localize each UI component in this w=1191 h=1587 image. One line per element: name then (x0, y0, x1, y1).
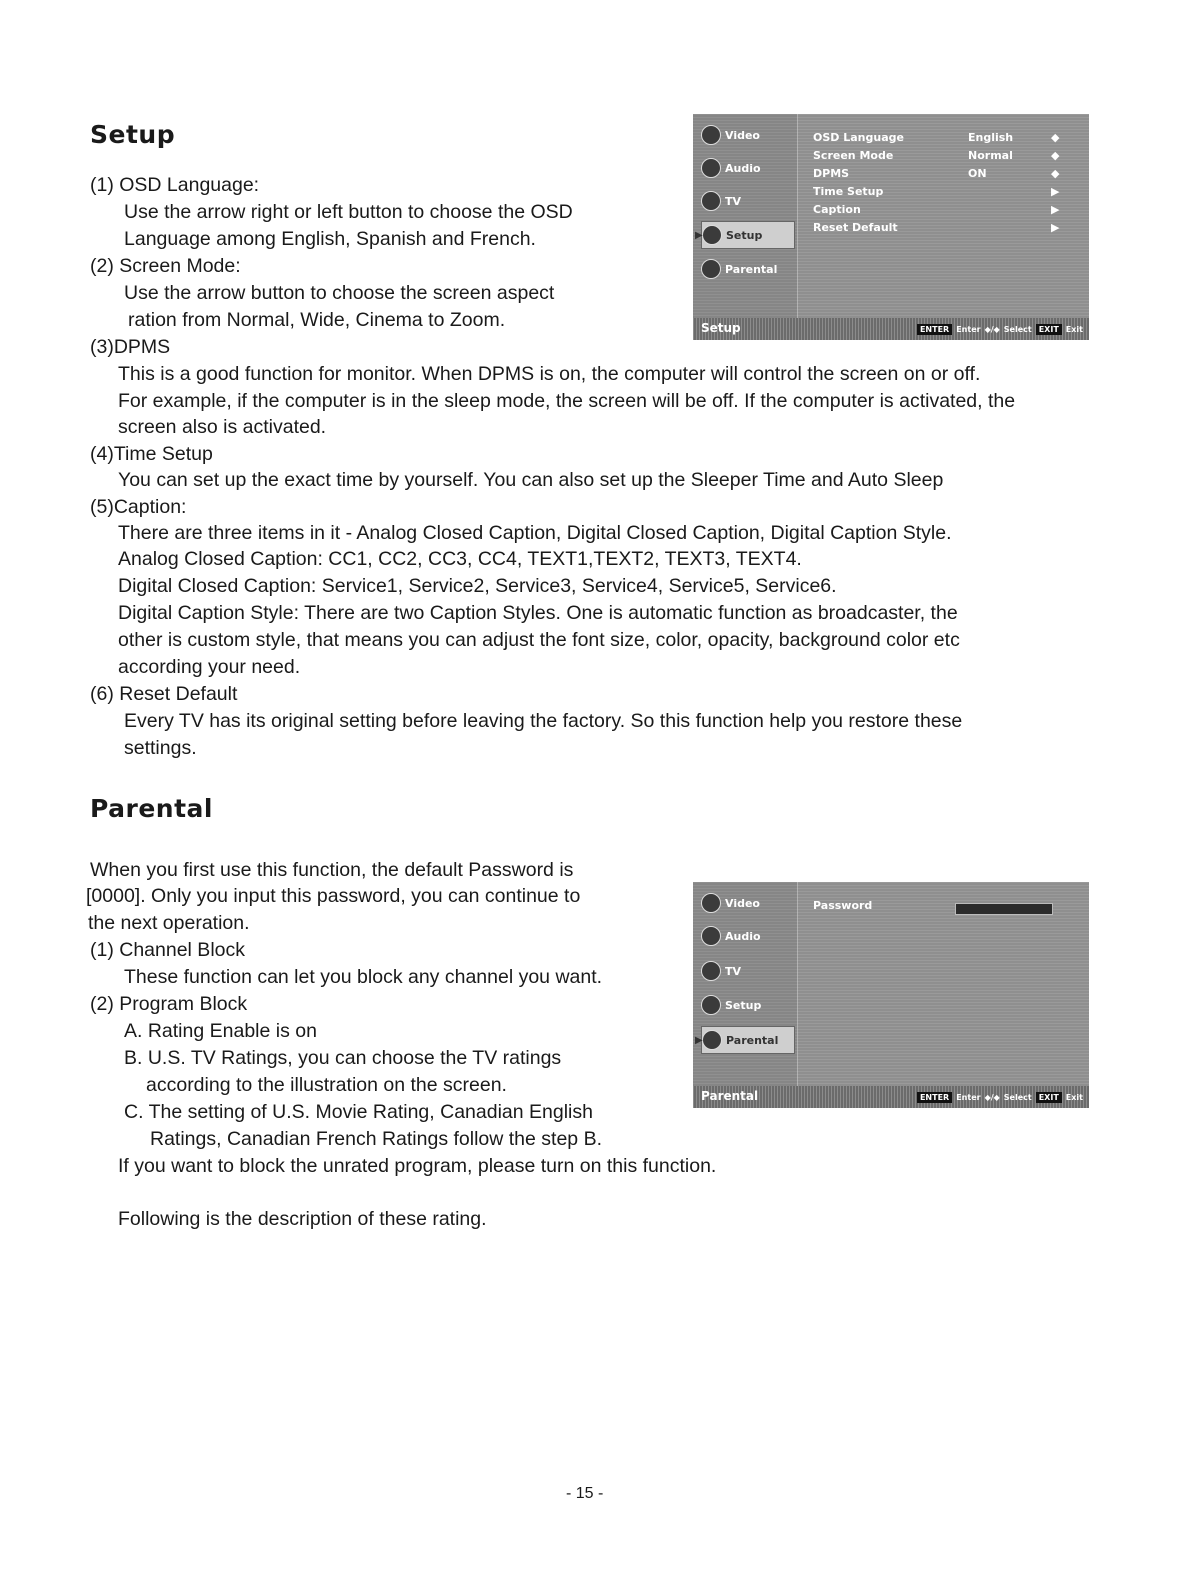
setup-text-line: Language among English, Spanish and French. (124, 228, 536, 250)
video-icon (701, 893, 721, 913)
tv-icon (701, 191, 721, 211)
page-number: - 15 - (566, 1485, 604, 1502)
parental-text-line: C. The setting of U.S. Movie Rating, Canadian English (124, 1101, 593, 1123)
osd-tab-audio: Audio (701, 155, 793, 181)
setup-icon (702, 225, 722, 245)
osd-tab-video: Video (701, 890, 793, 916)
setup-text-line: settings. (124, 737, 197, 759)
pointer-icon: ▶ (695, 1034, 703, 1046)
setup-text-line: For example, if the computer is in the sleep mode, the screen will be off. If the computer is activated, the (118, 390, 1016, 412)
parental-icon (701, 259, 721, 279)
osd-item: DPMS (813, 167, 850, 180)
setup-icon (701, 995, 721, 1015)
osd-bar-title: Parental (701, 1089, 759, 1103)
setup-text-line: There are three items in it - Analog Closed Caption, Digital Closed Caption, Digital Caption Style. (118, 522, 952, 544)
tv-icon (701, 961, 721, 981)
setup-text-line: (1) OSD Language: (90, 174, 260, 196)
osd-value: ON (968, 167, 987, 180)
osd-status-bar (693, 1086, 1089, 1108)
navigate-arrows-icon: ◆/◆ (984, 324, 1000, 334)
video-icon (701, 125, 721, 145)
setup-osd-screenshot (693, 114, 1089, 340)
parental-text-line: Ratings, Canadian French Ratings follow the step B. (150, 1128, 602, 1150)
setup-text-line: You can set up the exact time by yourself. You can also set up the Sleeper Time and Auto Sleep (118, 469, 944, 491)
osd-status-bar (693, 318, 1089, 340)
osd-tab-tv: TV (701, 958, 793, 984)
osd-tab-parental: Parental (701, 256, 793, 282)
osd-tab-video: Video (701, 122, 793, 148)
setup-text-line: (3)DPMS (90, 336, 171, 358)
setup-text-line: other is custom style, that means you can adjust the font size, color, opacity, background color etc (118, 629, 960, 651)
right-arrow-icon: ▶ (1051, 185, 1060, 198)
setup-text-line: ration from Normal, Wide, Cinema to Zoom. (128, 309, 506, 331)
navigate-arrows-icon: ◆/◆ (984, 1092, 1000, 1102)
setup-text-line: according your need. (118, 656, 301, 678)
audio-icon (701, 926, 721, 946)
setup-text-line: Use the arrow button to choose the screen aspect (124, 282, 555, 304)
osd-tab-parental: ▶ Parental (701, 1026, 795, 1054)
setup-text-line: Use the arrow right or left button to choose the OSD (124, 201, 573, 223)
setup-text-line: (4)Time Setup (90, 443, 213, 465)
osd-item: Time Setup (813, 185, 884, 198)
osd-tab-column (693, 882, 798, 1086)
parental-heading: Parental (90, 794, 213, 823)
setup-text-line: (5)Caption: (90, 496, 187, 518)
parental-text-line: These function can let you block any channel you want. (124, 966, 603, 988)
osd-tab-setup: ▶ Setup (701, 221, 795, 249)
parental-osd-screenshot (693, 882, 1089, 1108)
pointer-icon: ▶ (695, 229, 703, 241)
setup-text-line: screen also is activated. (118, 416, 327, 438)
right-arrow-icon: ▶ (1051, 203, 1060, 216)
parental-text-line: (1) Channel Block (90, 939, 245, 961)
parental-text-line: the next operation. (88, 912, 250, 934)
parental-text-line: according to the illustration on the screen. (146, 1074, 507, 1096)
setup-text-line: Digital Caption Style: There are two Caption Styles. One is automatic function as broadcaster, the (118, 602, 958, 624)
osd-tab-setup: Setup (701, 992, 793, 1018)
parental-text-line: Following is the description of these rating. (118, 1208, 487, 1230)
setup-text-line: This is a good function for monitor. When DPMS is on, the computer will control the screen on or off. (118, 363, 981, 385)
osd-item: Caption (813, 203, 861, 216)
setup-text-line: Digital Closed Caption: Service1, Service2, Service3, Service4, Service5, Service6. (118, 575, 837, 597)
parental-text-line: (2) Program Block (90, 993, 248, 1015)
password-field (955, 903, 1053, 915)
setup-text-line: (6) Reset Default (90, 683, 238, 705)
osd-bar-title: Setup (701, 321, 741, 335)
osd-item: OSD Language (813, 131, 904, 144)
setup-text-line: (2) Screen Mode: (90, 255, 241, 277)
parental-text-line: A. Rating Enable is on (124, 1020, 317, 1042)
osd-tab-column (693, 114, 798, 318)
osd-item: Screen Mode (813, 149, 894, 162)
osd-tab-tv: TV (701, 188, 793, 214)
parental-text-line: [0000]. Only you input this password, you can continue to (86, 885, 581, 907)
osd-value: Normal (968, 149, 1013, 162)
left-right-arrow-icon: ◆ (1051, 131, 1060, 144)
setup-text-line: Every TV has its original setting before leaving the factory. So this function help you restore these (124, 710, 963, 732)
left-right-arrow-icon: ◆ (1051, 167, 1060, 180)
osd-value: English (968, 131, 1014, 144)
osd-tab-audio: Audio (701, 923, 793, 949)
osd-item: Password (813, 899, 873, 912)
setup-text-line: Analog Closed Caption: CC1, CC2, CC3, CC4, TEXT1,TEXT2, TEXT3, TEXT4. (118, 548, 802, 570)
osd-key-hints: ENTER Enter ◆/◆ Select EXIT Exit (917, 322, 1083, 336)
parental-icon (702, 1030, 722, 1050)
right-arrow-icon: ▶ (1051, 221, 1060, 234)
setup-heading: Setup (90, 120, 176, 149)
osd-key-hints: ENTER Enter ◆/◆ Select EXIT Exit (917, 1090, 1083, 1104)
parental-text-line: When you first use this function, the default Password is (90, 859, 574, 881)
audio-icon (701, 158, 721, 178)
osd-item: Reset Default (813, 221, 898, 234)
parental-text-line: B. U.S. TV Ratings, you can choose the TV ratings (124, 1047, 562, 1069)
left-right-arrow-icon: ◆ (1051, 149, 1060, 162)
parental-text-line: If you want to block the unrated program, please turn on this function. (118, 1155, 717, 1177)
